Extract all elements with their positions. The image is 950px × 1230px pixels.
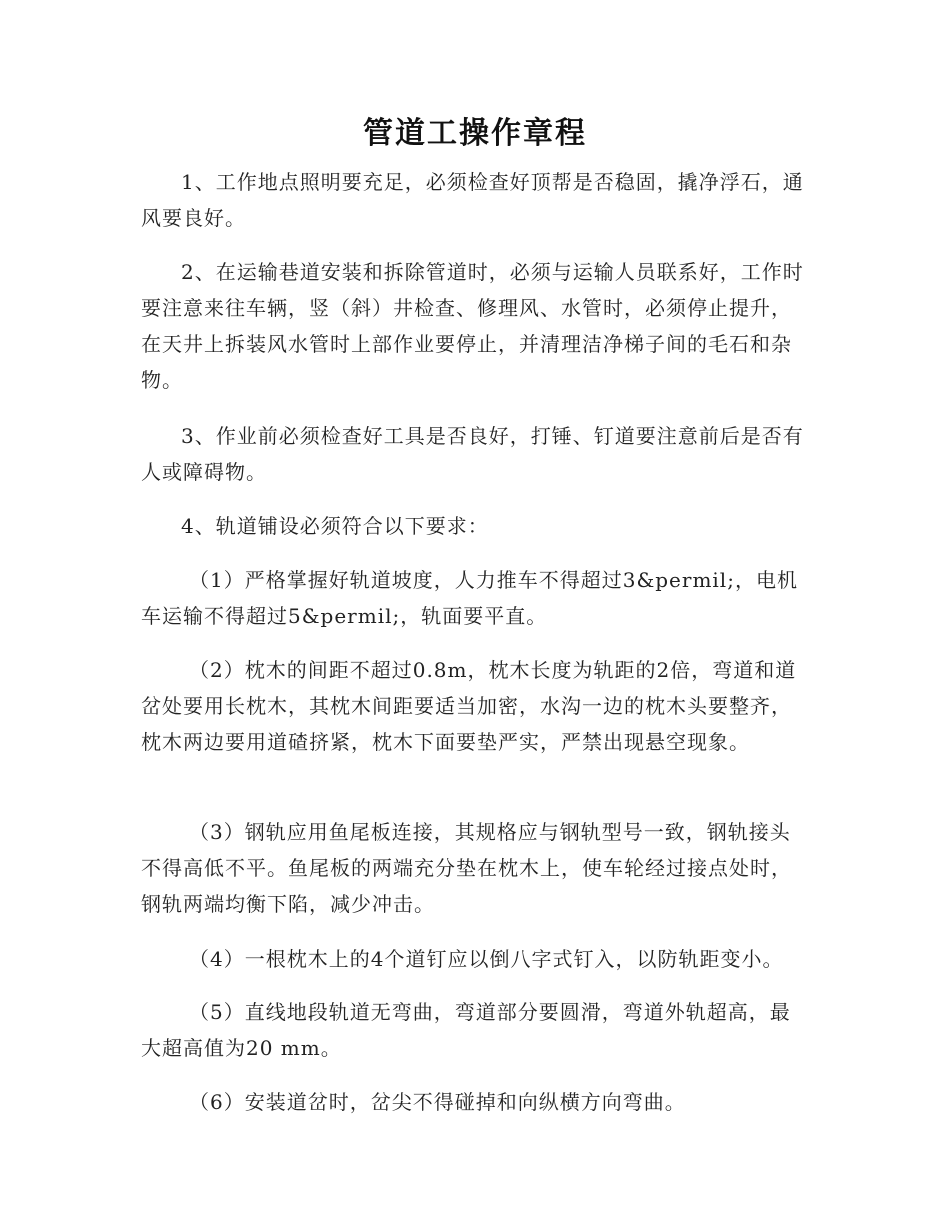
paragraph-4-item-6: （6）安装道岔时，岔尖不得碰掉和向纵横方向弯曲。	[189, 1090, 686, 1114]
paragraph-4-item-2: （2）枕木的间距不超过0.8m，枕木长度为轨距的2倍，弯道和道岔处要用长枕木，其枕木间距要适当加密，水沟一边的枕木头要整齐，枕木两边要用道碴挤紧，枕木下面要垫严实，严禁出现悬空现象。	[141, 658, 797, 754]
paragraph-3: 3、作业前必须检查好工具是否良好，打锤、钉道要注意前后是否有人或障碍物。	[141, 424, 804, 484]
page-title: 管道工操作章程	[363, 116, 587, 151]
paragraph-4: 4、轨道铺设必须符合以下要求：	[181, 514, 489, 538]
paragraph-1: 1、工作地点照明要充足，必须检查好顶帮是否稳固，撬净浮石，通风要良好。	[141, 170, 804, 230]
paragraph-4-item-1: （1）严格掌握好轨道坡度，人力推车不得超过3&permil;，电机车运输不得超过5&permil;，轨面要平直。	[141, 568, 798, 628]
paragraph-4-item-4: （4）一根枕木上的4个道钉应以倒八字式钉入，以防轨距变小。	[189, 947, 784, 971]
paragraph-4-item-3: （3）钢轨应用鱼尾板连接，其规格应与钢轨型号一致，钢轨接头不得高低不平。鱼尾板的两端充分垫在枕木上，使车轮经过接点处时，钢轨两端均衡下陷，减少冲击。	[141, 820, 792, 916]
paragraph-2: 2、在运输巷道安装和拆除管道时，必须与运输人员联系好，工作时要注意来往车辆，竖（斜）井检查、修理风、水管时，必须停止提升，在天井上拆装风水管时上部作业要停止，并清理洁净梯子间的毛石和杂物。	[141, 260, 804, 392]
paragraph-4-item-5: （5）直线地段轨道无弯曲，弯道部分要圆滑，弯道外轨超高，最大超高值为20 mm。	[141, 1000, 791, 1060]
